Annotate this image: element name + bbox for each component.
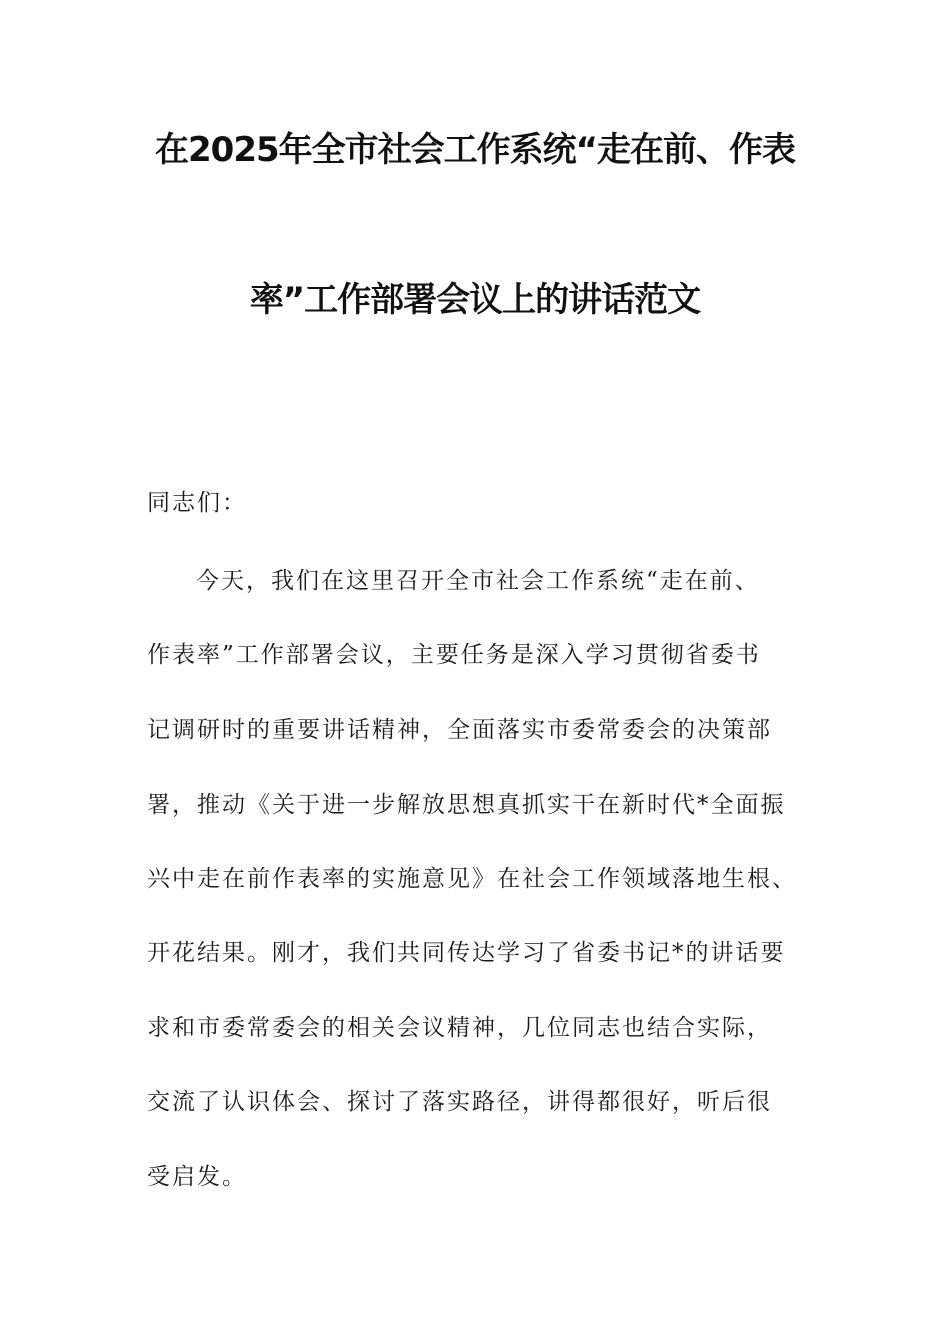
body-line: 受启发。 [147,1164,247,1190]
body-line: 署，推动《关于进一步解放思想真抓实干在新时代*全面振 [147,792,786,818]
body-line: 记调研时的重要讲话精神，全面落实市委常委会的决策部 [147,717,772,743]
salutation: 同志们： [147,490,247,516]
document-title-line-2: 率”工作部署会议上的讲话范文 [249,280,701,320]
body-line: 今天，我们在这里召开全市社会工作系统“走在前、 [196,568,760,594]
body-line: 开花结果。刚才，我们共同传达学习了省委书记*的讲话要 [147,940,786,966]
body-line: 兴中走在前作表率的实施意见》在社会工作领域落地生根、 [147,866,797,892]
document-title-line-1: 在2025年全市社会工作系统“走在前、作表 [155,130,795,170]
body-line: 求和市委常委会的相关会议精神，几位同志也结合实际， [147,1015,772,1041]
body-line: 作表率”工作部署会议，主要任务是深入学习贯彻省委书 [147,642,761,668]
body-line: 交流了认识体会、探讨了落实路径，讲得都很好，听后很 [147,1089,772,1115]
